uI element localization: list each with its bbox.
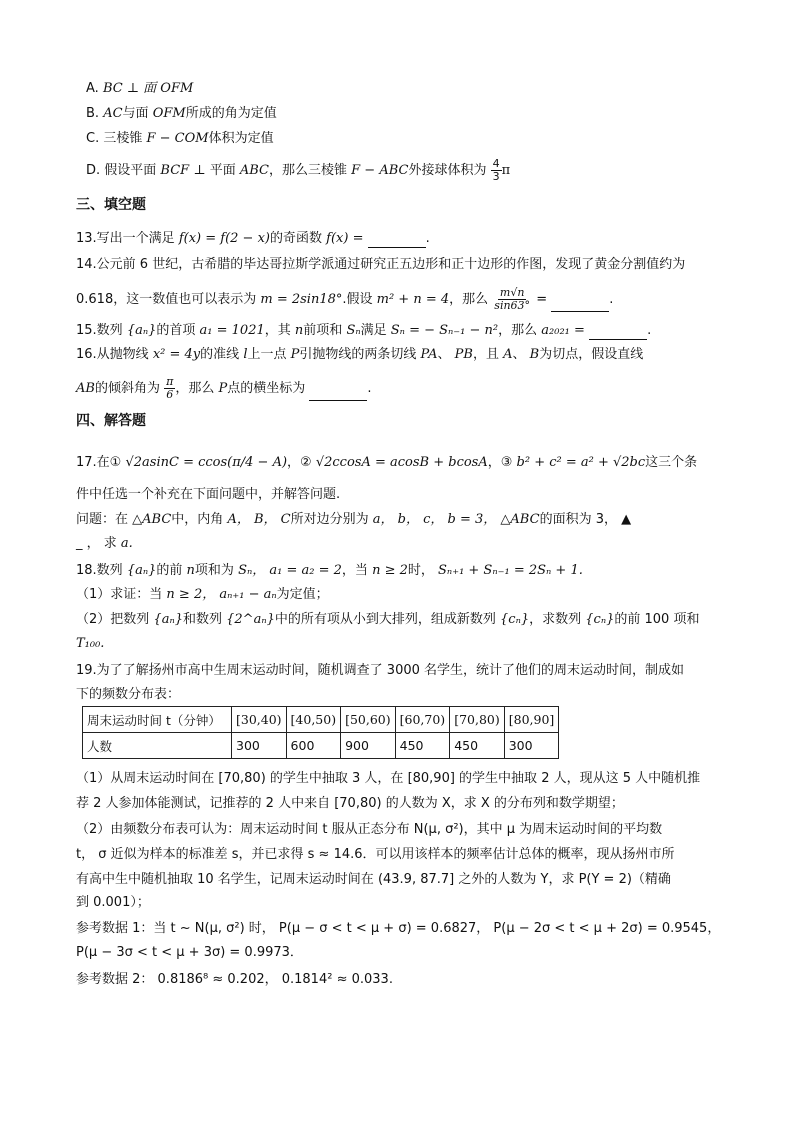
question-16-line-2: AB的倾斜角为 $\frac{\pi}{6}$ ，那么 P点的横坐标为 . [76, 375, 372, 401]
answer-blank [589, 326, 647, 340]
answer-blank [368, 234, 426, 248]
section-title-fill-in: 三、填空题 [76, 197, 146, 213]
question-19-part-2-line-2: t， σ 近似为样本的标准差 s，并已求得 s ≈ 14.6．可以用该样本的频率估计总体的概率，现从扬州市所 [76, 847, 675, 862]
question-17-line-2: 件中任选一个补充在下面问题中，并解答问题. [76, 487, 341, 502]
question-17-line-4: _ ， 求 a. [76, 536, 133, 551]
angle-fraction: $\frac{\pi}{6}$ [166, 375, 174, 401]
table-cell: 600 [286, 733, 341, 759]
table-cell: [60,70) [395, 707, 450, 733]
frequency-table [82, 706, 559, 759]
question-14-line-2: 0.618，这一数值也可以表示为 m = 2sin18°.假设 m² + n = 4，那么 $\frac{m√n}{\sin 63^\circ}$ = . [76, 286, 614, 312]
table-cell: [80,90] [504, 707, 559, 733]
section-title-solve: 四、解答题 [76, 413, 146, 429]
reference-data-2: 参考数据 2： 0.8186⁸ ≈ 0.202， 0.1814² ≈ 0.033. [76, 972, 393, 987]
question-19-part-2-line-1: （2）由频数分布表可认为：周末运动时间 t 服从正态分布 N(μ, σ²)，其中 μ 为周末运动时间的平均数 [76, 822, 663, 837]
table-cell: 450 [395, 733, 450, 759]
question-19-part-2-line-3: 有高中生中随机抽取 10 名学生，记周末运动时间在 (43.9, 87.7] 之外的人数为 Y，求 P(Y = 2)（精确 [76, 872, 671, 887]
option-c: C. 三棱锥 F − COM体积为定值 [86, 131, 274, 146]
table-cell: [40,50) [286, 707, 341, 733]
volume-fraction: $\frac{4}{3}$ [492, 157, 500, 183]
answer-blank [309, 387, 367, 401]
question-19-part-1-line-2: 荐 2 人参加体能测试，记推荐的 2 人中来自 [70,80) 的人数为 X，求 X 的分布列和数学期望； [76, 796, 624, 811]
table-cell: 900 [341, 733, 396, 759]
question-19-part-1-line-1: （1）从周末运动时间在 [70,80) 的学生中抽取 3 人，在 [80,90] 的学生中抽取 2 人，现从这 5 人中随机推 [76, 771, 701, 786]
option-b: B. AC与面 OFM所成的角为定值 [86, 106, 277, 121]
table-cell: [70,80) [450, 707, 505, 733]
question-19-line-2: 下的频数分布表： [76, 687, 181, 702]
table-cell: 450 [450, 733, 505, 759]
question-17-line-1: 17.在① √2asinC = ccos(π/4 − A)，② √2ccosA = acosB + bcosA，③ b² + c² = a² + √2bc这三个条 [76, 455, 698, 470]
question-18: 18.数列 {aₙ}的前 n项和为 Sₙ， a₁ = a₂ = 2，当 n ≥ 2时， Sₙ₊₁ + Sₙ₋₁ = 2Sₙ + 1. [76, 563, 583, 578]
table-cell: 300 [504, 733, 559, 759]
question-18-part-1: （1）求证：当 n ≥ 2， aₙ₊₁ − aₙ为定值； [76, 587, 329, 602]
table-cell: [30,40) [232, 707, 287, 733]
question-19-part-2-line-4: 到 0.001）； [76, 895, 150, 910]
question-15: 15.数列 {aₙ}的首项 a₁ = 1021，其 n前项和 Sₙ满足 Sₙ = − Sₙ₋₁ − n²，那么 a₂₀₂₁ = . [76, 323, 652, 338]
question-17-line-3: 问题：在 △ABC中，内角 A， B， C所对边分别为 a， b， c， b = 3， △ABC的面积为 3， ▲ [76, 512, 632, 527]
question-14-line-1: 14.公元前 6 世纪，古希腊的毕达哥拉斯学派通过研究正五边形和正十边形的作图，发现了黄金分割值约为 [76, 257, 686, 272]
condition-marker: ▲ [621, 512, 632, 527]
question-18-part-2: （2）把数列 {aₙ}和数列 {2^aₙ}中的所有项从小到大排列，组成新数列 {cₙ}，求数列 {cₙ}的前 100 项和 [76, 612, 700, 627]
question-18-part-2-cont: T₁₀₀. [76, 636, 105, 651]
reference-data-1-line-2: P(μ − 3σ < t < μ + 3σ) = 0.9973． [76, 945, 303, 960]
table-header-cell: 人数 [83, 733, 232, 759]
golden-fraction: $\frac{m√n}{\sin 63^\circ}$ [494, 286, 531, 312]
table-cell: [50,60) [341, 707, 396, 733]
question-19-line-1: 19.为了了解扬州市高中生周末运动时间，随机调查了 3000 名学生，统计了他们的周末运动时间，制成如 [76, 663, 685, 678]
table-row [83, 733, 559, 759]
answer-blank [551, 298, 609, 312]
table-row [83, 707, 559, 733]
reference-data-1-line-1: 参考数据 1：当 t ~ N(μ, σ²) 时， P(μ − σ < t < μ + σ) = 0.6827， P(μ − 2σ < t < μ + 2σ) = 0.9545， [76, 921, 721, 936]
question-16-line-1: 16.从抛物线 x² = 4y的准线 l上一点 P引抛物线的两条切线 PA、 PB，且 A、 B为切点，假设直线 [76, 347, 644, 362]
option-a: A. BC ⊥ 面 OFM [86, 81, 194, 96]
table-header-cell: 周末运动时间 t（分钟） [83, 707, 232, 733]
table-cell: 300 [232, 733, 287, 759]
option-d: D. 假设平面 BCF ⊥ 平面 ABC，那么三棱锥 F − ABC外接球体积为 $\frac{4}{3}$ π [86, 157, 511, 183]
question-13: 13.写出一个满足 f(x) = f(2 − x)的奇函数 f(x) = . [76, 231, 430, 246]
